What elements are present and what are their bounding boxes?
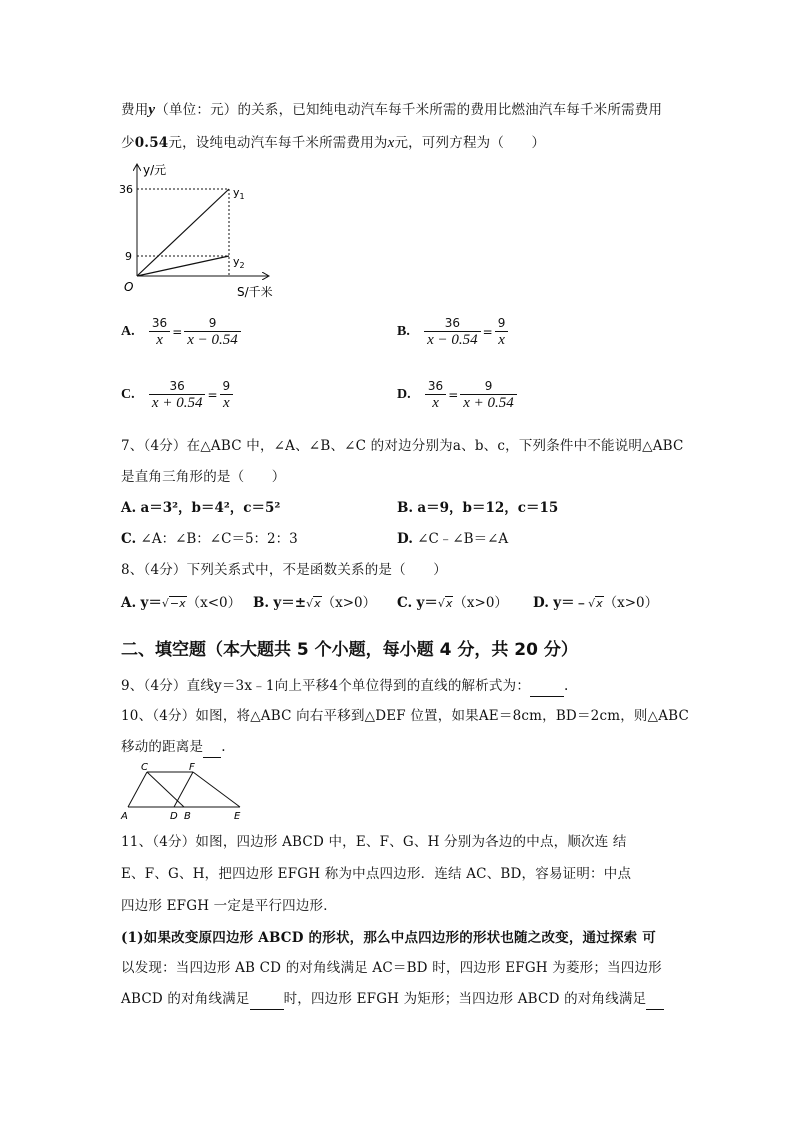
q10-translation-figure xyxy=(118,760,250,822)
segment-fe xyxy=(193,772,240,807)
section-heading: 二、填空题（本大题共 5 个小题，每小题 4 分，共 20 分） xyxy=(121,640,578,660)
q6-var-y: y xyxy=(148,102,156,118)
q11-line-5: 以发现：当四边形 AB CD 的对角线满足 AC＝BD 时，四边形 EFGH 为菱形；当四边形 xyxy=(121,960,662,976)
q6-line-2 xyxy=(121,133,681,153)
point-b-label: B xyxy=(184,811,191,822)
q7-option-c[interactable]: C. ∠A：∠B：∠C＝5：2：3 xyxy=(121,531,298,547)
point-c-label: C xyxy=(141,762,148,773)
segment-cb xyxy=(147,772,184,807)
x-axis-label: S/千米 xyxy=(237,285,273,299)
q7-option-b[interactable]: B. a＝9，b＝12，c＝15 xyxy=(397,500,559,516)
q8-option-a[interactable]: A. y＝√−x（x<0） xyxy=(121,595,242,611)
q6-cost-graph xyxy=(110,160,290,300)
q9-answer-blank[interactable] xyxy=(530,676,564,697)
point-a-label: A xyxy=(121,811,128,822)
q6-text: 少 xyxy=(121,135,135,151)
q10-answer-blank[interactable] xyxy=(203,737,221,758)
q6-number: 0.54 xyxy=(134,135,169,151)
q6-line-1 xyxy=(121,100,681,120)
tick-36: 36 xyxy=(119,183,133,196)
q8-option-d[interactable]: D. y＝﹣√x（x>0） xyxy=(533,595,659,611)
sqrt-icon: √x xyxy=(306,597,321,610)
q7-option-d[interactable]: D. ∠C﹣∠B＝∠A xyxy=(397,531,509,547)
sqrt-icon: √x xyxy=(588,597,603,610)
q11-line-6: ABCD 的对角线满足 时，四边形 EFGH 为矩形；当四边形 ABCD 的对角线满足 xyxy=(121,989,681,1010)
q6-text: 元，设纯电动汽车每千米所需费用为 xyxy=(168,135,388,151)
q8-option-c[interactable]: C. y＝√x（x>0） xyxy=(397,595,508,611)
origin-label: O xyxy=(124,280,134,294)
segment-df xyxy=(174,772,193,807)
q6-option-c[interactable]: C. $\frac{36}{x + 0.54}$ = $\frac{9}{x}$ xyxy=(121,378,233,411)
q8-line-1: 8、（4分）下列关系式中，不是函数关系的是（ ） xyxy=(121,562,447,578)
q10-line-2: 移动的距离是 . xyxy=(121,737,681,758)
q10-line-1: 10、（4分）如图，将△ABC 向右平移到△DEF 位置，如果AE＝8cm，BD＝2cm，则△ABC xyxy=(121,708,690,724)
tick-9: 9 xyxy=(125,250,132,263)
label-y2: $y_2$ xyxy=(233,255,245,270)
q8-option-b[interactable]: B. y＝±√x（x>0） xyxy=(253,595,377,611)
q11-answer-blank-2[interactable] xyxy=(646,989,664,1010)
label-y1: $y_1$ xyxy=(233,186,245,201)
line-y2 xyxy=(137,256,229,276)
point-d-label: D xyxy=(170,811,178,822)
q6-text: （单位：元）的关系，已知纯电动汽车每千米所需的费用比燃油汽车每千米所需费用 xyxy=(155,102,663,118)
q6-text: 元，可列方程为（ ） xyxy=(394,135,546,151)
line-y1 xyxy=(137,189,229,276)
q6-option-a[interactable]: A. $\frac{36}{x}$ = $\frac{9}{x - 0.54}$ xyxy=(121,315,241,348)
sqrt-icon: √−x xyxy=(161,597,186,610)
sqrt-icon: √x xyxy=(437,597,453,610)
q7-line-2: 是直角三角形的是（ ） xyxy=(121,469,286,485)
q6-text: 费用 xyxy=(121,102,149,118)
point-f-label: F xyxy=(189,762,195,773)
q6-option-d[interactable]: D. $\frac{36}{x}$ = $\frac{9}{x + 0.54}$ xyxy=(397,378,517,411)
q11-line-1: 11、（4分）如图，四边形 ABCD 中，E、F、G、H 分别为各边的中点，顺次连 结 xyxy=(121,834,627,850)
segment-ac xyxy=(128,772,147,807)
q11-answer-blank-1[interactable] xyxy=(250,989,284,1010)
q11-line-4: (1)如果改变原四边形 ABCD 的形状，那么中点四边形的形状也随之改变，通过探索 可 xyxy=(121,930,656,946)
q7-option-a[interactable]: A. a＝3²，b＝4²，c＝5² xyxy=(121,500,281,516)
q9-line: 9、（4分）直线y＝3x﹣1向上平移4个单位得到的直线的解析式为： . xyxy=(121,676,681,697)
q6-var-x: x xyxy=(387,135,395,151)
q11-line-3: 四边形 EFGH 一定是平行四边形． xyxy=(121,898,337,914)
q7-line-1: 7、（4分）在△ABC 中，∠A、∠B、∠C 的对边分别为a、b、c，下列条件中不能说明△ABC xyxy=(121,438,684,454)
q11-line-2: E、F、G、H，把四边形 EFGH 称为中点四边形．连结 AC、BD，容易证明：中点 xyxy=(121,866,632,882)
q6-option-b[interactable]: B. $\frac{36}{x - 0.54}$ = $\frac{9}{x}$ xyxy=(397,315,508,348)
y-axis-label: y/元 xyxy=(143,163,167,177)
point-e-label: E xyxy=(234,811,241,822)
